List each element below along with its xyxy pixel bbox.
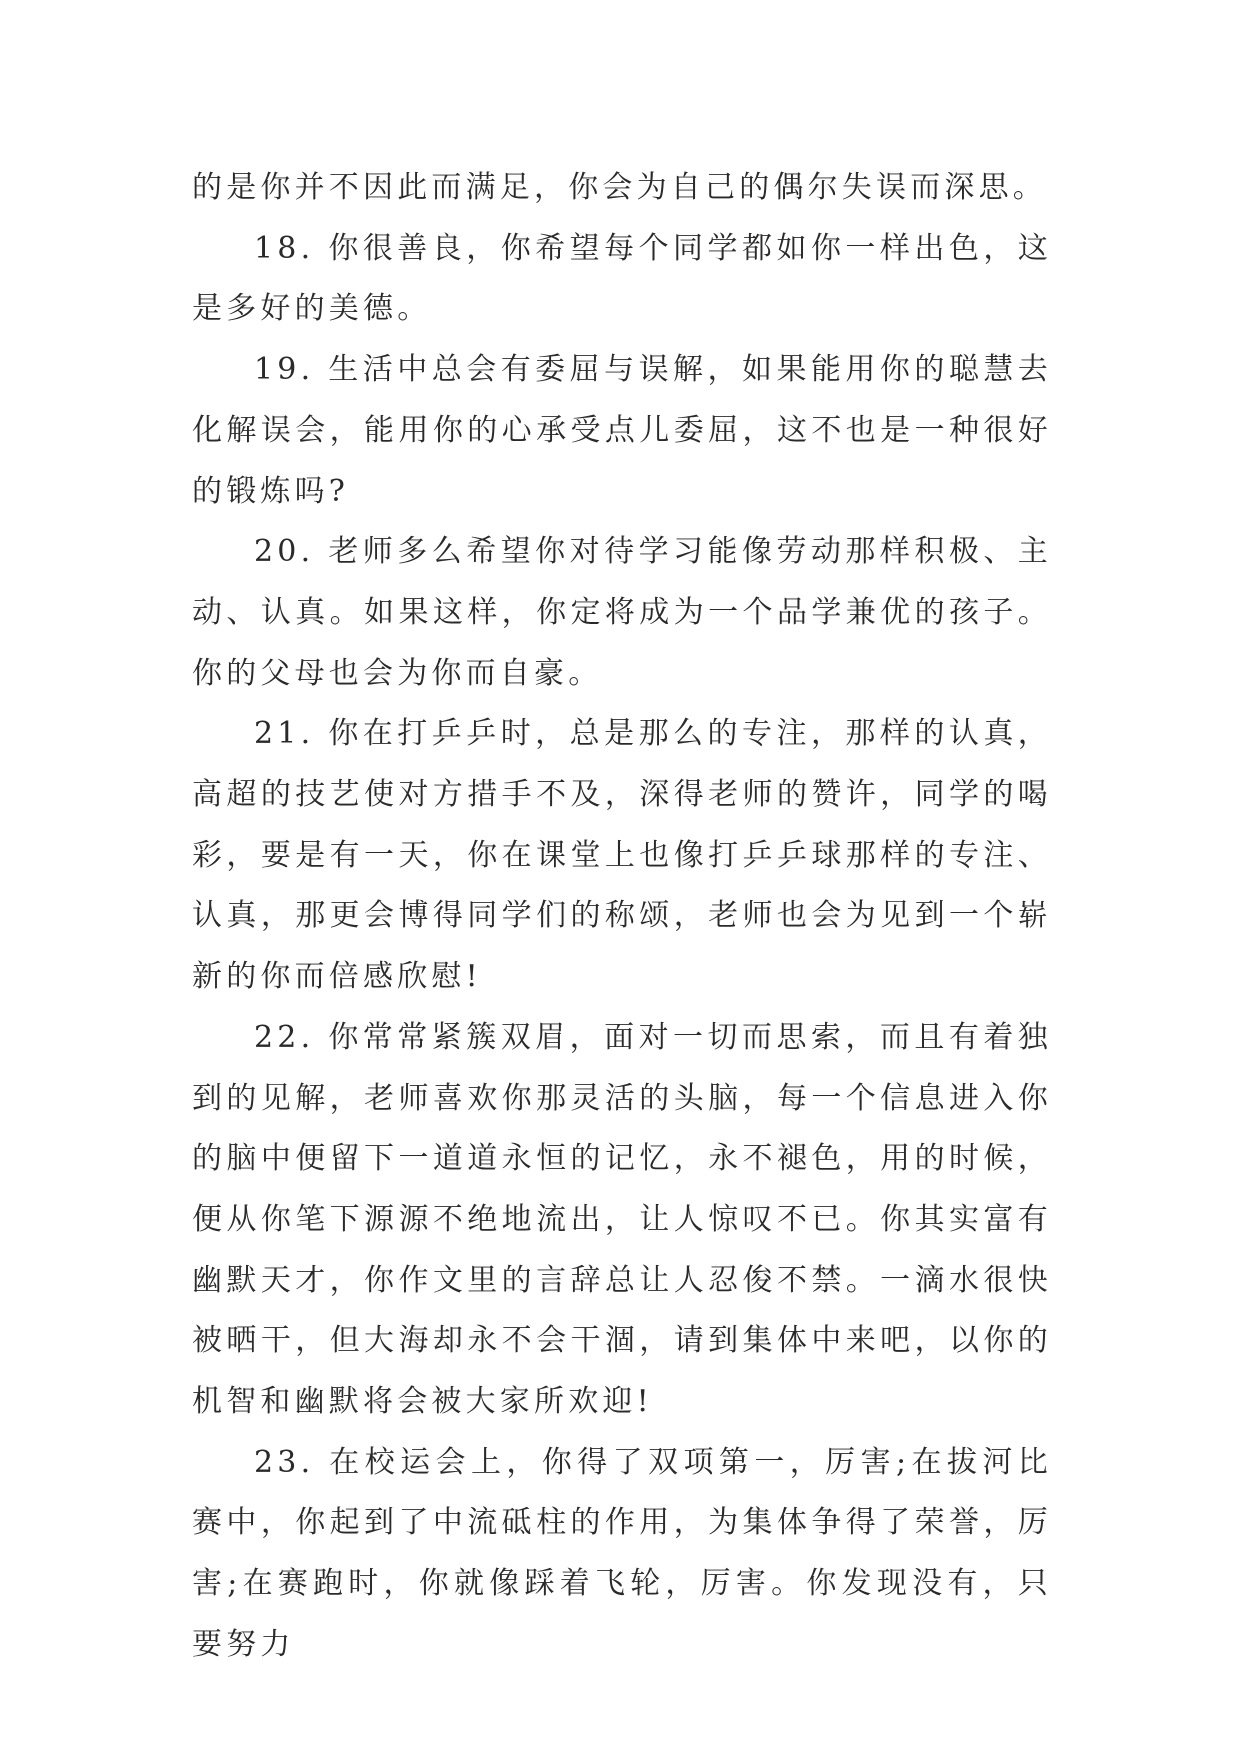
document-body (192, 158, 1052, 1676)
paragraph-item-22: 22. 你常常紧簇双眉，面对一切而思索，而且有着独到的见解，老师喜欢你那灵活的头脑，每一个信息进入你的脑中便留下一道道永恒的记忆，永不褪色，用的时候，便从你笔下源源不绝地流出，让人惊叹不已。你其实富有幽默天才，你作文里的言辞总让人忍俊不禁。一滴水很快被晒干，但大海却永不会干涸，请到集体中来吧，以你的机智和幽默将会被大家所欢迎! (192, 1019, 1052, 1420)
paragraph-item-18: 18. 你很善良，你希望每个同学都如你一样出色，这是多好的美德。 (192, 230, 1052, 327)
paragraph-item-20: 20. 老师多么希望你对待学习能像劳动那样积极、主动、认真。如果这样，你定将成为一个品学兼优的孩子。你的父母也会为你而自豪。 (192, 534, 1052, 691)
paragraph-item-23: 23. 在校运会上，你得了双项第一，厉害;在拔河比赛中，你起到了中流砥柱的作用，为集体争得了荣誉，厉害;在赛跑时，你就像踩着飞轮，厉害。你发现没有，只要努力 (192, 1444, 1052, 1662)
paragraph-item-19: 19. 生活中总会有委屈与误解，如果能用你的聪慧去化解误会，能用你的心承受点儿委屈，这不也是一种很好的锻炼吗? (192, 352, 1052, 509)
paragraph-item-21: 21. 你在打乒乒时，总是那么的专注，那样的认真，高超的技艺使对方措手不及，深得老师的赞许，同学的喝彩，要是有一天，你在课堂上也像打乒乒球那样的专注、认真，那更会博得同学们的称颂，老师也会为见到一个崭新的你而倍感欣慰! (192, 716, 1052, 995)
paragraph-continuation: 的是你并不因此而满足，你会为自己的偶尔失误而深思。 (192, 170, 1047, 205)
